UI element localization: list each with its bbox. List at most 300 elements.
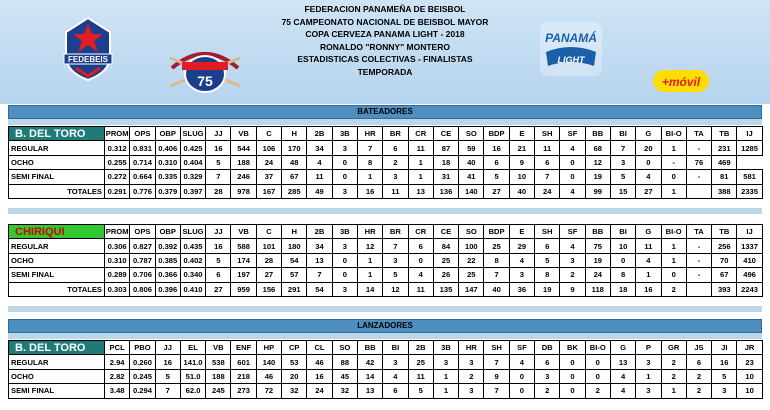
stat-cell: 959 [231,282,256,296]
column-header: TB [712,225,737,239]
row-label: TOTALES [9,184,105,198]
stat-cell: 0.303 [105,282,130,296]
stat-cell: 0.406 [155,141,180,155]
stat-cell: 141.0 [180,355,205,369]
stat-cell: 0.255 [105,155,130,169]
stat-cell: 88 [332,355,357,369]
stat-cell: 7 [484,384,509,398]
stat-cell: 99 [585,184,610,198]
stat-cell: 4 [636,170,661,184]
column-header: BR [383,127,408,141]
stat-cell: - [686,239,711,253]
stat-cell: 9 [484,369,509,383]
stat-cell: 1 [636,268,661,282]
stat-cell: 54 [282,253,307,267]
title-line-federation: FEDERACION PANAMEÑA DE BEISBOL [304,4,466,14]
stat-cell: 2.82 [105,369,130,383]
row-label: SEMI FINAL [9,268,105,282]
stat-cell: 0.402 [180,253,205,267]
movil-logo-text: +móvil [661,75,701,89]
stat-cell: 6 [206,268,231,282]
stat-cell: 75 [585,239,610,253]
stat-cell: 544 [231,141,256,155]
stat-cell: 11 [535,141,560,155]
stat-cell: 11 [636,239,661,253]
column-header: JS [686,341,711,355]
stat-cell: 16 [636,282,661,296]
section-divider [8,119,762,125]
column-header: JI [712,341,737,355]
stat-cell: 0.706 [130,268,155,282]
column-header: BI-O [585,341,610,355]
column-header: SO [332,341,357,355]
stat-cell: 20 [282,369,307,383]
stat-cell: 0.435 [180,239,205,253]
stat-cell: 4 [560,184,585,198]
column-header: 2B [408,341,433,355]
stat-cell: 25 [459,268,484,282]
stat-cell: 1 [408,170,433,184]
stat-cell: 4 [636,253,661,267]
stat-cell: 1 [661,239,686,253]
stat-cell: 0 [509,384,534,398]
column-header: PROM [105,127,130,141]
stat-cell: 4 [408,268,433,282]
stat-cell: 273 [231,384,256,398]
stat-cell: 140 [459,184,484,198]
column-header: TB [712,127,737,141]
stat-cell: 0.289 [105,268,130,282]
stat-cell: 174 [231,253,256,267]
column-header: ENF [231,341,256,355]
column-header: E [509,225,534,239]
row-label: SEMI FINAL [9,384,105,398]
stat-cell: 16 [206,141,231,155]
stat-cell: 8 [610,268,635,282]
stat-cell: 581 [737,170,762,184]
column-header: CP [282,341,307,355]
column-header: SO [459,127,484,141]
stat-cell: 1 [408,155,433,169]
stat-cell: 3 [560,253,585,267]
section-divider [8,208,762,214]
stat-cell: 2 [661,282,686,296]
stat-cell: 81 [712,170,737,184]
column-header: G [636,127,661,141]
column-header: HR [459,341,484,355]
stat-cell: 0.340 [180,268,205,282]
stat-cell: 59 [459,141,484,155]
stat-cell: 40 [509,184,534,198]
stat-cell: 27 [256,268,281,282]
stat-cell: 12 [585,155,610,169]
column-header: SLUG [180,127,205,141]
team-name-label: B. DEL TORO [9,341,105,355]
column-header: SO [459,225,484,239]
stat-cell: 0 [560,170,585,184]
stat-cell: 4 [610,384,635,398]
stat-cell: 6 [484,155,509,169]
stat-cell: 1 [636,369,661,383]
column-header: OBP [155,225,180,239]
panama-light-logo [538,20,604,78]
column-header: BK [560,341,585,355]
stat-cell: 2 [686,369,711,383]
stat-cell: 0 [636,155,661,169]
stat-cell: 0.396 [155,282,180,296]
title-line-championship: 75 CAMPEONATO NACIONAL DE BEISBOL MAYOR [281,16,489,27]
stat-cell: 32 [332,384,357,398]
stat-cell: 167 [256,184,281,198]
column-header: C [256,127,281,141]
column-header: CL [307,341,332,355]
stat-cell: 6 [408,239,433,253]
stat-cell: 70 [712,253,737,267]
stat-cell: 4 [307,155,332,169]
stat-cell: 0.366 [155,268,180,282]
column-header: H [282,225,307,239]
stat-cell: 6 [686,355,711,369]
column-header: CR [408,127,433,141]
column-header: SH [535,225,560,239]
stat-cell: 7 [484,355,509,369]
column-header: JR [737,341,762,355]
stat-cell: 4 [509,253,534,267]
stat-cell: 12 [383,282,408,296]
stat-cell: 23 [737,355,762,369]
column-header: CE [433,127,458,141]
column-header: IJ [737,127,762,141]
stat-cell: 0 [585,369,610,383]
stat-cell: 16 [712,355,737,369]
batting-table-chiriqui [8,224,763,297]
column-header: BDP [484,225,509,239]
column-header: G [636,225,661,239]
column-header: OPS [130,127,155,141]
campeonato-75-logo [160,38,250,98]
column-header: BI-O [661,225,686,239]
stat-cell: 0 [509,369,534,383]
stat-cell: 19 [535,282,560,296]
column-header: EL [180,341,205,355]
stat-cell: 20 [636,141,661,155]
stat-cell: 0.397 [180,184,205,198]
stat-cell: 6 [535,239,560,253]
row-label: OCHO [9,155,105,169]
report-title-block [210,3,560,79]
row-label: REGULAR [9,141,105,155]
column-header: DB [535,341,560,355]
stat-cell: 19 [585,170,610,184]
row-label: REGULAR [9,355,105,369]
stat-cell: 27 [636,184,661,198]
stat-cell: 147 [459,282,484,296]
column-header: HR [357,225,382,239]
campeonato-logo-number: 75 [197,73,213,89]
stat-cell: 0 [332,268,357,282]
column-header: VB [206,341,231,355]
stat-cell: 4 [509,355,534,369]
stat-cell: 0 [560,155,585,169]
stat-cell: 601 [231,355,256,369]
stat-cell: 53 [282,355,307,369]
stat-cell: 21 [509,141,534,155]
column-header: SH [484,341,509,355]
stat-cell: 0 [661,170,686,184]
stat-cell: 410 [737,253,762,267]
stat-cell: 1 [433,384,458,398]
stat-cell: 2 [661,355,686,369]
stat-cell: 67 [712,268,737,282]
stat-cell: 3 [332,141,357,155]
stat-cell: 37 [256,170,281,184]
stat-cell: 0.806 [130,282,155,296]
column-header: BR [383,225,408,239]
stat-cell: 48 [282,155,307,169]
stat-cell: 0.312 [105,141,130,155]
stat-cell: 3 [636,384,661,398]
stat-cell: 170 [282,141,307,155]
column-header: P [636,341,661,355]
stat-cell: 0 [332,155,357,169]
stat-cell: 2 [686,384,711,398]
stat-cell: 13 [408,184,433,198]
table-row [9,184,763,198]
stat-cell: 7 [484,268,509,282]
column-header: BDP [484,127,509,141]
column-header: SH [535,127,560,141]
stat-cell: 13 [610,355,635,369]
stat-cell: 49 [307,184,332,198]
stat-cell: 1285 [737,141,762,155]
stat-cell: 0.664 [130,170,155,184]
stat-cell: 0 [408,253,433,267]
stat-cell: 256 [712,239,737,253]
stat-cell: 3 [332,184,357,198]
stat-cell: 32 [282,384,307,398]
column-header: TA [686,225,711,239]
stat-cell: 5 [408,384,433,398]
stat-cell: 2 [535,384,560,398]
stat-cell: 285 [282,184,307,198]
stat-cell: 6 [535,355,560,369]
stat-cell: 22 [459,253,484,267]
column-header: VB [231,225,256,239]
column-header: PCL [105,341,130,355]
stat-cell: 388 [712,184,737,198]
stat-cell: 36 [509,282,534,296]
stat-cell: 0.714 [130,155,155,169]
column-header: CE [433,225,458,239]
stat-cell: 24 [585,268,610,282]
column-header: PBO [130,341,155,355]
stat-cell: 40 [459,155,484,169]
stat-cell: 7 [535,170,560,184]
stat-cell: 51.0 [180,369,205,383]
stat-cell: 3.48 [105,384,130,398]
table-row [9,141,763,155]
stat-cell: 10 [509,170,534,184]
stat-cell: 34 [307,239,332,253]
stat-cell: 45 [332,369,357,383]
light-logo-text: LIGHT [557,55,585,65]
stat-cell: 1 [433,369,458,383]
stat-cell: 11 [408,282,433,296]
stat-cell: 2 [661,369,686,383]
stat-cell: 5 [155,369,180,383]
stat-cell: 28 [206,184,231,198]
stat-cell: 3 [712,384,737,398]
stat-cell: 3 [332,282,357,296]
column-header: 2B [307,225,332,239]
table-row [9,253,763,267]
stat-cell: 8 [535,268,560,282]
stat-cell: 0.335 [155,170,180,184]
stat-cell: 4 [560,141,585,155]
stat-cell: 4 [560,239,585,253]
table-row [9,369,763,383]
column-header: 2B [307,127,332,141]
stat-cell: 0 [610,253,635,267]
stat-cell: 0.827 [130,239,155,253]
stat-cell: 5 [206,155,231,169]
movil-logo [652,68,710,94]
row-label: SEMI FINAL [9,170,105,184]
stat-cell: 41 [459,170,484,184]
row-label: TOTALES [9,282,105,296]
stat-cell: - [661,155,686,169]
stat-cell: 76 [686,155,711,169]
column-header: IJ [737,225,762,239]
stat-cell: 24 [535,184,560,198]
stat-cell: 5 [484,170,509,184]
column-header: JJ [206,225,231,239]
team-name-label: B. DEL TORO [9,127,105,141]
column-header: TA [686,127,711,141]
stat-cell: 3 [610,155,635,169]
stat-cell: 3 [636,355,661,369]
stat-cell: 3 [332,239,357,253]
stat-cell: 3 [383,253,408,267]
stat-cell: 0 [332,170,357,184]
stat-cell: 0.306 [105,239,130,253]
column-header: HR [357,127,382,141]
stat-cell: 10 [737,369,762,383]
stat-cell: 180 [282,239,307,253]
batting-table-toro [8,126,763,199]
stat-cell: 1 [661,253,686,267]
column-header: BI [610,127,635,141]
stat-cell: 588 [231,239,256,253]
stat-cell: 0.294 [130,384,155,398]
table-row [9,239,763,253]
stat-cell: 7 [383,239,408,253]
stat-cell: 393 [712,282,737,296]
column-header: BB [357,341,382,355]
column-header: VB [231,127,256,141]
stat-cell: 5 [206,253,231,267]
stat-cell: 3 [459,384,484,398]
stat-cell: 54 [307,282,332,296]
stat-cell: 0 [332,253,357,267]
stat-cell: 27 [206,282,231,296]
column-header: 3B [433,341,458,355]
column-header: PROM [105,225,130,239]
stat-cell: 140 [256,355,281,369]
stat-cell: 25 [408,355,433,369]
stat-cell: 9 [560,282,585,296]
lanzadores-section-title: LANZADORES [357,321,413,330]
stat-cell: 1337 [737,239,762,253]
stat-cell: 8 [484,253,509,267]
column-header: 3B [332,127,357,141]
table-row [9,170,763,184]
stat-cell: 25 [433,253,458,267]
stat-cell: 469 [712,155,737,169]
column-header: GR [661,341,686,355]
table-row [9,268,763,282]
stat-cell: 16 [484,141,509,155]
stat-cell: 11 [307,170,332,184]
stat-cell: 6 [383,384,408,398]
table-header-row [9,341,763,355]
stat-cell: 0.392 [155,239,180,253]
bateadores-section-title: BATEADORES [357,107,413,116]
column-header: CR [408,225,433,239]
stat-cell: 72 [256,384,281,398]
stat-cell: 2.94 [105,355,130,369]
stat-cell: 11 [383,184,408,198]
stat-cell: 57 [282,268,307,282]
column-header: BI [383,341,408,355]
table-row [9,355,763,369]
stat-cell: 6 [383,141,408,155]
stat-cell: 2 [560,268,585,282]
stat-cell: 0.787 [130,253,155,267]
stat-cell: 0.291 [105,184,130,198]
stat-cell: 978 [231,184,256,198]
title-line-cup: COPA CERVEZA PANAMA LIGHT - 2018 [305,29,465,40]
stat-cell: 24 [307,384,332,398]
stat-cell: 100 [459,239,484,253]
stat-cell: 231 [712,141,737,155]
column-header: BI-O [661,127,686,141]
stat-cell: 18 [433,155,458,169]
stat-cell: 7 [357,141,382,155]
stat-cell: 7 [206,170,231,184]
title-line-season: TEMPORADA [357,66,413,77]
stat-cell: 0.404 [180,155,205,169]
stat-cell: 29 [509,239,534,253]
column-header: SF [509,341,534,355]
column-header: G [610,341,635,355]
table-header-row [9,127,763,141]
stat-cell: 2 [383,155,408,169]
stat-cell: 3 [383,170,408,184]
stat-cell: 34 [307,141,332,155]
stat-cell: 3 [459,355,484,369]
stat-cell: 10 [610,239,635,253]
stat-cell: 28 [256,253,281,267]
title-line-report: ESTADISTICAS COLECTIVAS - FINALISTAS [297,54,473,65]
column-header: OPS [130,225,155,239]
stat-cell: 2 [585,384,610,398]
stat-cell: 246 [231,170,256,184]
lanzadores-section-band [8,319,762,333]
stat-cell: 46 [307,355,332,369]
stat-cell: 27 [484,184,509,198]
stat-cell: 7 [610,141,635,155]
